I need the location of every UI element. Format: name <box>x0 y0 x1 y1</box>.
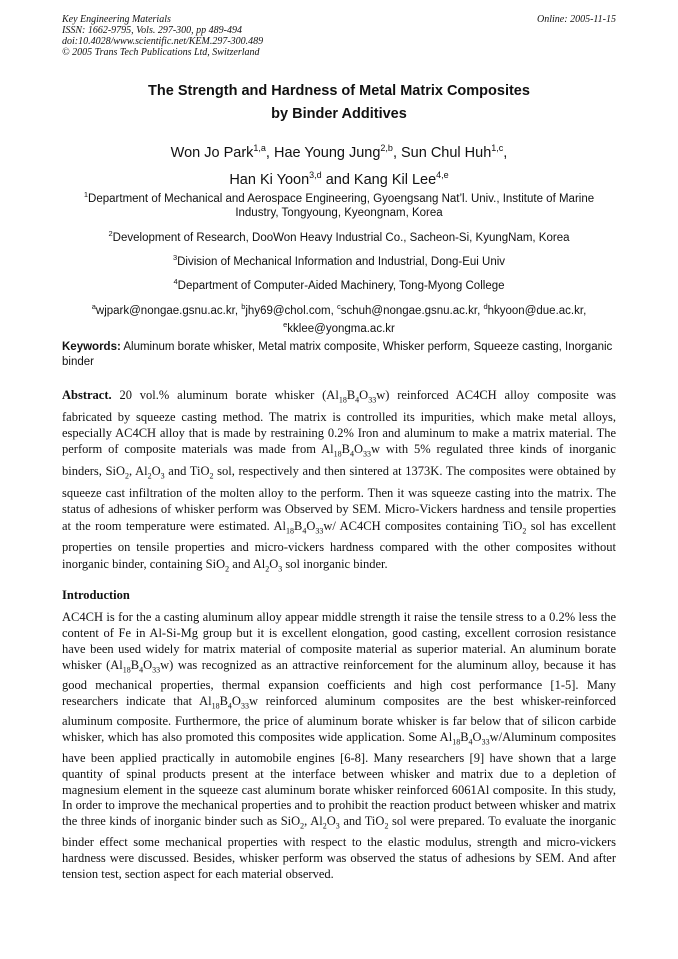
formula-text: O <box>269 556 279 571</box>
affiliation-text: Department of Computer-Aided Machinery, Tong-Myong College <box>177 280 505 293</box>
affiliation <box>70 227 608 245</box>
subscript: 18 <box>286 526 295 536</box>
author-name: Sun Chul Huh <box>401 144 492 161</box>
email-sup: d <box>483 301 488 311</box>
formula-text: B <box>130 657 140 672</box>
author-list <box>62 137 616 191</box>
formula-text: O <box>151 464 161 479</box>
keywords-label: Keywords: <box>62 341 121 353</box>
subscript: 2 <box>522 526 527 536</box>
subscript: 3 <box>278 564 283 574</box>
intro-text: AC4CH is for the a casting aluminum alloy appear middle strength it raise the tensile stress to a 0.2% less the content of Fe in Al-Si-Mg group but it is excellent elongation, good casting, excellent corrosion resistance have been used widely for matrix material of composite material as superior material. An aluminum borate whisker (Al <box>62 610 616 672</box>
affiliation <box>70 188 608 221</box>
journal-header <box>62 14 616 58</box>
abstract-text: sol, respectively and then sintered at 1373K. The composites were obtained by squeeze cast infiltration of the molten alloy to the perform. Then it was squeeze casting into the matrix. The status of adhesions of whisker perform was Observed by SEM. Micro-Vickers hardness and tensile properties at the room temperature were estimated. Al <box>62 464 616 533</box>
subscript: 33 <box>152 665 161 675</box>
intro-text: w) was recognized as an attractive reinforcement for the aluminum alloy, because it has good mechanical properties, thermal expansion coefficients and high cost performance [1-5]. Many researchers indicate that Al <box>62 657 616 709</box>
subscript: 4 <box>139 665 144 675</box>
formula-text: O <box>306 518 316 533</box>
online-date: Online: 2005-11-15 <box>537 14 616 25</box>
doi-line: doi:10.4028/www.scientific.net/KEM.297-300.489 <box>62 36 264 47</box>
affiliations <box>70 188 608 342</box>
affiliation-text: Development of Research, DooWon Heavy Industrial Co., Sacheon-Si, KyungNam, Korea <box>112 231 570 244</box>
author-sup: 4,e <box>436 169 449 180</box>
subscript: 2 <box>265 564 270 574</box>
email-sup: e <box>283 320 288 330</box>
title-line-2: by Binder Additives <box>271 106 407 122</box>
abstract-section <box>62 387 616 577</box>
intro-text: sol were prepared. To evaluate the inorganic binder effect some mechanical properties with respect to the elastic modulus, strength and micro-vickers hardness were discussed. Besides, whisker perform was observed the status of adhesions by SEM. And after tension test, section aspect for each material observed. <box>62 814 616 881</box>
affiliation-sup: 1 <box>83 190 89 199</box>
subscript: 33 <box>481 737 490 747</box>
subscript: 18 <box>338 395 347 405</box>
subscript: 2 <box>209 471 214 481</box>
email-address[interactable]: wjpark@nongae.gsnu.ac.kr <box>95 304 235 317</box>
abstract-text: 20 vol.% aluminum borate whisker (Al <box>111 388 339 402</box>
formula-text: B <box>294 518 303 533</box>
formula-text: O <box>143 657 153 672</box>
subscript: 2 <box>384 821 389 831</box>
intro-text: and TiO <box>339 814 385 829</box>
affiliation-text: Division of Mechanical Information and Industrial, Dong-Eui Univ <box>177 255 506 268</box>
email-sup: b <box>241 301 246 311</box>
formula-text: O <box>353 442 363 457</box>
subscript: 18 <box>452 737 461 747</box>
introduction-body <box>62 610 616 883</box>
keywords-section <box>62 340 616 370</box>
abstract-text: , Al <box>129 464 148 479</box>
email-address[interactable]: schuh@nongae.gsnu.ac.kr <box>340 304 478 317</box>
author-sup: 1,a <box>253 143 266 153</box>
affiliation-sup: 3 <box>172 253 178 263</box>
subscript: 33 <box>368 395 377 405</box>
author-line-1: Won Jo Park$^{1,a}$, Hae Young Jung$^{2,b}$, Sun Chul Huh$^{1,c}$, <box>170 143 508 161</box>
author-sup: 1,c <box>491 143 504 153</box>
affiliation-sup: 2 <box>108 228 113 238</box>
abstract-text: w with 5% regulated three kinds of inorganic binders, SiO <box>62 442 616 479</box>
subscript: 4 <box>349 449 354 459</box>
subscript: 2 <box>300 821 305 831</box>
subscript: 33 <box>315 526 324 536</box>
subscript: 4 <box>355 395 360 405</box>
abstract-label: Abstract. <box>62 388 112 402</box>
author-name: Kang Kil Lee <box>353 171 437 188</box>
email-sup: a <box>91 301 96 311</box>
subscript: 2 <box>125 471 130 481</box>
subscript: 33 <box>362 449 371 459</box>
formula-text: O <box>472 730 482 745</box>
author-name: Han Ki Yoon <box>229 171 310 188</box>
abstract-text: w) reinforced AC4CH alloy composite was fabricated by squeeze casting method. The matrix is controlled its impurities, which make metal alloys, especially AC4CH alloy that is made by restraining 0.2% Iron and aluminum to make a matrix material. The perform of composite materials was made from Al <box>62 388 616 457</box>
subscript: 4 <box>468 737 473 747</box>
keywords-text: Aluminum borate whisker, Metal matrix composite, Whisker perform, Squeeze casting, Inorganic binder <box>62 341 613 368</box>
introduction-heading: Introduction <box>62 588 130 602</box>
intro-text: w reinforced aluminum composites are the best whisker-reinforced aluminum composite. Furthermore, the price of aluminum borate whisker is far below that of silicon carbide whisker, which has also promoted this composites wide application. Some Al <box>62 694 617 745</box>
copyright-line: © 2005 Trans Tech Publications Ltd, Switzerland <box>62 47 260 58</box>
subscript: 3 <box>335 821 340 831</box>
subscript: 2 <box>147 471 152 481</box>
issn-line: ISSN: 1662-9795, Vols. 297-300, pp 489-494 <box>62 25 242 36</box>
formula-text: O <box>359 388 369 402</box>
subscript: 2 <box>322 821 327 831</box>
email-sup: c <box>336 301 341 311</box>
affiliation <box>70 275 608 293</box>
abstract-text: and Al <box>229 556 266 571</box>
abstract-text: and TiO <box>164 464 210 479</box>
affiliation-sup: 4 <box>173 277 178 287</box>
subscript: 4 <box>302 526 307 536</box>
author-sup: 3,d <box>309 169 322 180</box>
abstract-text: sol inorganic binder. <box>282 556 388 571</box>
formula-text: O <box>231 694 241 709</box>
affiliation-text: Department of Mechanical and Aerospace Engineering, Gyoengsang Nat’l. Univ., Institute of Marine Industry, Tongyoung, Kyeongnam, Korea <box>88 192 595 220</box>
intro-text: w/Aluminum composites have been applied practically in automobile engines [6-8]. Many researchers [9] have shown that a large quantity of spinal products present at the interface between whisker and matrix due to a depletion of magnesium element in the squeeze cast aluminum borate whisker reinforced 6061Al composite. In this study, In order to improve the mechanical properties and to prohibit the reaction product between whisker and matrix the three kinds of inorganic binder such as SiO <box>62 730 616 829</box>
intro-text: , Al <box>304 814 323 829</box>
paper-title <box>62 80 616 126</box>
subscript: 18 <box>211 701 220 711</box>
formula-text: B <box>346 388 356 402</box>
author-sup: 2,b <box>380 143 393 153</box>
title-line-1: The Strength and Hardness of Metal Matrix Composites <box>148 83 530 99</box>
affiliation <box>70 251 608 269</box>
email-address[interactable]: hkyoon@due.ac.kr <box>487 304 584 317</box>
formula-text: B <box>460 730 469 745</box>
email-list: $^a$wjpark@nongae.gsnu.ac.kr, $^b$jhy69@chol.com, $^c$schuh@nongae.gsnu.ac.kr, $^d$hkyoon@due.ac.kr, $^e$kklee@yongma.ac.kr <box>91 301 587 335</box>
journal-name: Key Engineering Materials <box>62 14 171 25</box>
formula-text: O <box>326 814 336 829</box>
subscript: 18 <box>122 665 131 675</box>
abstract-text: w/ AC4CH composites containing TiO <box>323 518 523 533</box>
subscript: 18 <box>333 449 342 459</box>
formula-text: B <box>219 694 228 709</box>
author-name: Hae Young Jung <box>273 144 381 161</box>
email-address[interactable]: kklee@yongma.ac.kr <box>287 322 395 335</box>
email-address[interactable]: jhy69@chol.com <box>245 304 331 317</box>
subscript: 2 <box>225 564 230 574</box>
subscript: 33 <box>240 701 249 711</box>
subscript: 4 <box>227 701 232 711</box>
abstract-text: sol has excellent properties on tensile properties and micro-vickers hardness compared with the other composites without inorganic binder, containing SiO <box>62 518 616 571</box>
subscript: 3 <box>160 471 165 481</box>
author-line-2: Han Ki Yoon$^{3,d}$ and Kang Kil Lee$^{4,e}$ <box>229 169 449 188</box>
author-name: Won Jo Park <box>170 144 254 161</box>
formula-text: B <box>341 442 350 457</box>
